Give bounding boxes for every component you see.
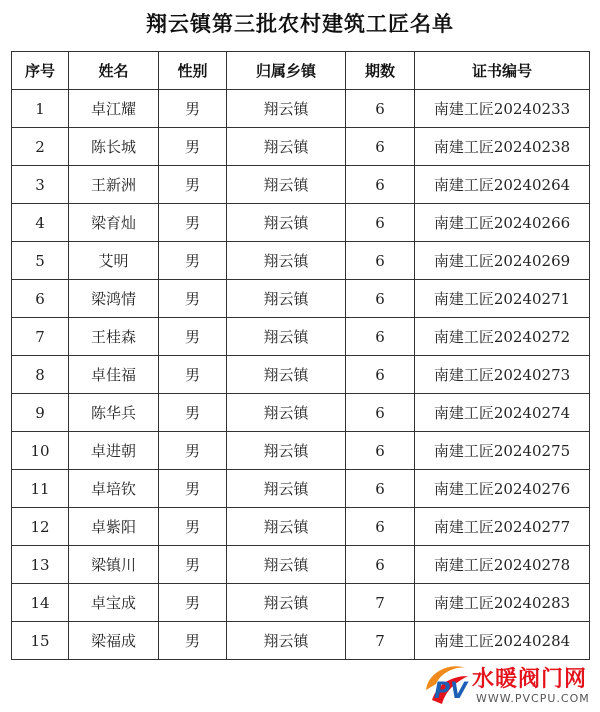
cell-name: 陈长城 — [69, 128, 159, 166]
cell-name: 梁福成 — [69, 622, 159, 660]
table-row — [12, 508, 590, 546]
table-row — [12, 242, 590, 280]
table-body — [12, 90, 590, 660]
cell-certificate: 南建工匠20240266 — [415, 204, 590, 242]
cell-certificate: 南建工匠20240271 — [415, 280, 590, 318]
cell-township: 翔云镇 — [227, 90, 346, 128]
cell-name: 王新洲 — [69, 166, 159, 204]
table-row — [12, 280, 590, 318]
cell-certificate: 南建工匠20240272 — [415, 318, 590, 356]
cell-index: 12 — [12, 508, 69, 546]
header-batch: 期数 — [346, 52, 415, 90]
table-row — [12, 166, 590, 204]
cell-index: 9 — [12, 394, 69, 432]
cell-certificate: 南建工匠20240283 — [415, 584, 590, 622]
cell-certificate: 南建工匠20240276 — [415, 470, 590, 508]
table-row — [12, 128, 590, 166]
cell-name: 卓佳福 — [69, 356, 159, 394]
cell-index: 5 — [12, 242, 69, 280]
cell-township: 翔云镇 — [227, 356, 346, 394]
header-certificate: 证书编号 — [415, 52, 590, 90]
cell-name: 王桂森 — [69, 318, 159, 356]
cell-index: 11 — [12, 470, 69, 508]
cell-township: 翔云镇 — [227, 470, 346, 508]
cell-certificate: 南建工匠20240269 — [415, 242, 590, 280]
table-row — [12, 432, 590, 470]
table-row — [12, 470, 590, 508]
cell-index: 2 — [12, 128, 69, 166]
cell-gender: 男 — [159, 356, 227, 394]
cell-certificate: 南建工匠20240284 — [415, 622, 590, 660]
cell-township: 翔云镇 — [227, 280, 346, 318]
cell-gender: 男 — [159, 508, 227, 546]
cell-gender: 男 — [159, 166, 227, 204]
cell-name: 卓江耀 — [69, 90, 159, 128]
cell-index: 4 — [12, 204, 69, 242]
cell-gender: 男 — [159, 546, 227, 584]
table-row — [12, 318, 590, 356]
craftsmen-table — [11, 51, 590, 660]
cell-gender: 男 — [159, 128, 227, 166]
cell-certificate: 南建工匠20240273 — [415, 356, 590, 394]
watermark-name: 水暖阀门网 — [472, 667, 588, 692]
cell-gender: 男 — [159, 90, 227, 128]
cell-index: 13 — [12, 546, 69, 584]
cell-township: 翔云镇 — [227, 166, 346, 204]
cell-name: 卓紫阳 — [69, 508, 159, 546]
cell-gender: 男 — [159, 318, 227, 356]
table-row — [12, 90, 590, 128]
cell-index: 8 — [12, 356, 69, 394]
cell-name: 卓进朝 — [69, 432, 159, 470]
table-row — [12, 546, 590, 584]
cell-batch: 6 — [346, 394, 415, 432]
cell-certificate: 南建工匠20240264 — [415, 166, 590, 204]
cell-certificate: 南建工匠20240233 — [415, 90, 590, 128]
cell-township: 翔云镇 — [227, 622, 346, 660]
cell-batch: 6 — [346, 128, 415, 166]
cell-batch: 6 — [346, 546, 415, 584]
cell-name: 梁镇川 — [69, 546, 159, 584]
cell-name: 卓培钦 — [69, 470, 159, 508]
cell-gender: 男 — [159, 242, 227, 280]
header-township: 归属乡镇 — [227, 52, 346, 90]
cell-batch: 6 — [346, 318, 415, 356]
cell-township: 翔云镇 — [227, 128, 346, 166]
cell-batch: 7 — [346, 622, 415, 660]
cell-batch: 6 — [346, 166, 415, 204]
cell-batch: 6 — [346, 204, 415, 242]
cell-township: 翔云镇 — [227, 546, 346, 584]
svg-text:PV: PV — [434, 679, 468, 704]
cell-batch: 6 — [346, 508, 415, 546]
cell-index: 10 — [12, 432, 69, 470]
cell-certificate: 南建工匠20240278 — [415, 546, 590, 584]
cell-township: 翔云镇 — [227, 318, 346, 356]
cell-batch: 6 — [346, 432, 415, 470]
header-name: 姓名 — [69, 52, 159, 90]
cell-gender: 男 — [159, 584, 227, 622]
header-gender: 性别 — [159, 52, 227, 90]
cell-batch: 7 — [346, 584, 415, 622]
cell-batch: 6 — [346, 356, 415, 394]
cell-township: 翔云镇 — [227, 432, 346, 470]
cell-township: 翔云镇 — [227, 584, 346, 622]
pv-logo-icon — [420, 660, 472, 710]
table-row — [12, 356, 590, 394]
cell-certificate: 南建工匠20240275 — [415, 432, 590, 470]
cell-batch: 6 — [346, 242, 415, 280]
cell-township: 翔云镇 — [227, 508, 346, 546]
cell-batch: 6 — [346, 470, 415, 508]
cell-certificate: 南建工匠20240277 — [415, 508, 590, 546]
cell-batch: 6 — [346, 90, 415, 128]
cell-index: 14 — [12, 584, 69, 622]
cell-name: 梁育灿 — [69, 204, 159, 242]
cell-certificate: 南建工匠20240238 — [415, 128, 590, 166]
cell-gender: 男 — [159, 432, 227, 470]
table-row — [12, 622, 590, 660]
cell-gender: 男 — [159, 394, 227, 432]
cell-index: 15 — [12, 622, 69, 660]
cell-name: 梁鸿情 — [69, 280, 159, 318]
watermark-logo — [420, 660, 598, 710]
cell-index: 7 — [12, 318, 69, 356]
cell-township: 翔云镇 — [227, 394, 346, 432]
cell-name: 艾明 — [69, 242, 159, 280]
table-row — [12, 394, 590, 432]
cell-name: 卓宝成 — [69, 584, 159, 622]
cell-gender: 男 — [159, 470, 227, 508]
cell-certificate: 南建工匠20240274 — [415, 394, 590, 432]
cell-index: 1 — [12, 90, 69, 128]
cell-name: 陈华兵 — [69, 394, 159, 432]
cell-gender: 男 — [159, 204, 227, 242]
cell-index: 6 — [12, 280, 69, 318]
table-row — [12, 584, 590, 622]
cell-gender: 男 — [159, 280, 227, 318]
watermark-url: WWW.PVCPU.COM — [476, 692, 590, 705]
page-title: 翔云镇第三批农村建筑工匠名单 — [146, 12, 454, 36]
cell-township: 翔云镇 — [227, 242, 346, 280]
cell-gender: 男 — [159, 622, 227, 660]
cell-township: 翔云镇 — [227, 204, 346, 242]
table-header-row — [12, 52, 590, 90]
header-index: 序号 — [12, 52, 69, 90]
cell-batch: 6 — [346, 280, 415, 318]
cell-index: 3 — [12, 166, 69, 204]
table-row — [12, 204, 590, 242]
